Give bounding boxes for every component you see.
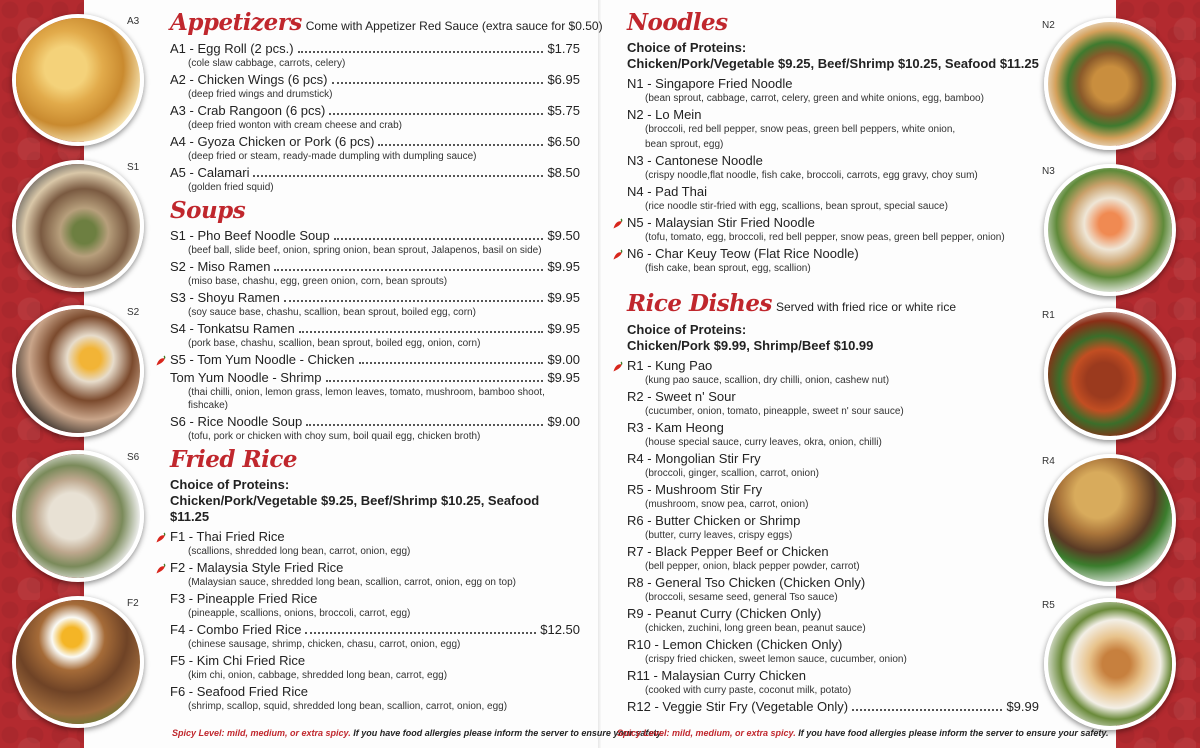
menu-item-name: F3 - Pineapple Fried Rice bbox=[170, 591, 318, 606]
menu-item-description: (chinese sausage, shrimp, chicken, chasu, carrot, onion, egg) bbox=[188, 639, 461, 650]
menu-item-name: N4 - Pad Thai bbox=[627, 184, 707, 199]
menu-item-description: (cooked with curry paste, coconut milk, potato) bbox=[645, 685, 852, 696]
menu-item-line bbox=[627, 420, 1039, 436]
menu-item bbox=[170, 352, 580, 368]
appetizers-title: Appetizers bbox=[170, 9, 302, 36]
menu-item-description: (cole slaw cabbage, carrots, celery) bbox=[188, 58, 346, 69]
menu-item-name: R4 - Mongolian Stir Fry bbox=[627, 451, 761, 466]
leader-dots bbox=[298, 51, 544, 53]
menu-item-name: R9 - Peanut Curry (Chicken Only) bbox=[627, 606, 822, 621]
menu-item bbox=[627, 107, 1039, 151]
menu-item-line bbox=[170, 653, 580, 669]
leader-dots bbox=[852, 709, 1002, 711]
leader-dots bbox=[274, 269, 543, 271]
menu-item bbox=[627, 389, 1039, 418]
footer-right bbox=[617, 728, 1109, 738]
menu-item-name: R11 - Malaysian Curry Chicken bbox=[627, 668, 806, 683]
menu-item-line bbox=[627, 513, 1039, 529]
menu-item-description: (pork base, chashu, scallion, bean sprout, boiled egg, onion, corn) bbox=[188, 338, 481, 349]
menu-item-description: (scallions, shredded long bean, carrot, onion, egg) bbox=[188, 546, 411, 557]
menu-item bbox=[627, 184, 1039, 213]
menu-item-line bbox=[170, 560, 580, 576]
noodles-choice-prices: Chicken/Pork/Vegetable $9.25, Beef/Shrimp $10.25, Seafood $11.25 bbox=[627, 56, 1039, 71]
menu-item-line bbox=[627, 246, 1039, 262]
chili-icon bbox=[612, 360, 624, 372]
photo-mushroom-stir-fry bbox=[1044, 598, 1176, 730]
menu-item-line bbox=[627, 184, 1039, 200]
leader-dots bbox=[305, 632, 536, 634]
menu-item-name: N6 - Char Keuy Teow (Flat Rice Noodle) bbox=[627, 246, 859, 261]
menu-item-description: (thai chilli, onion, lemon grass, lemon leaves, tomato, mushroom, bamboo shoot, fishcake) bbox=[188, 387, 545, 411]
menu-item-description: (kim chi, onion, cabbage, shredded long bean, carrot, egg) bbox=[188, 670, 448, 681]
menu-item-price: $6.50 bbox=[547, 134, 580, 149]
menu-item-line bbox=[170, 684, 580, 700]
menu-item-name: R1 - Kung Pao bbox=[627, 358, 713, 373]
menu-item-line bbox=[627, 215, 1039, 231]
appetizers-section bbox=[170, 8, 603, 194]
menu-item-name: F4 - Combo Fried Rice bbox=[170, 622, 302, 637]
menu-item-description: (crispy noodle,flat noodle, fish cake, broccoli, carrots, egg gravy, choy sum) bbox=[645, 170, 978, 181]
leader-dots bbox=[332, 82, 544, 84]
menu-item bbox=[170, 72, 580, 101]
footer-allergy-note: If you have food allergies please inform the server to ensure your safety. bbox=[798, 728, 1109, 738]
menu-item bbox=[627, 513, 1039, 542]
menu-item-name: F6 - Seafood Fried Rice bbox=[170, 684, 309, 699]
appetizers-items bbox=[170, 41, 580, 194]
photo-tag-r4: R4 bbox=[1042, 456, 1055, 467]
menu-item-description: (tofu, pork or chicken with choy sum, boil quail egg, chicken broth) bbox=[188, 431, 481, 442]
menu-item-name: R7 - Black Pepper Beef or Chicken bbox=[627, 544, 829, 559]
leader-dots bbox=[306, 424, 543, 426]
menu-item-name: N5 - Malaysian Stir Fried Noodle bbox=[627, 215, 815, 230]
photo-miso-ramen bbox=[12, 305, 144, 437]
menu-item-line bbox=[627, 482, 1039, 498]
noodles-section bbox=[627, 8, 1039, 275]
photo-rice-noodle-soup bbox=[12, 450, 144, 582]
menu-item-description: (deep fried or steam, ready-made dumpling with dumpling sauce) bbox=[188, 151, 477, 162]
menu-item-name: R3 - Kam Heong bbox=[627, 420, 724, 435]
menu-item-line bbox=[170, 103, 580, 119]
menu-item bbox=[627, 246, 1039, 275]
menu-item-line bbox=[170, 529, 580, 545]
footer-allergy-note: If you have food allergies please inform the server to ensure your safety. bbox=[353, 728, 664, 738]
rice-dishes-items bbox=[627, 358, 1039, 715]
photo-cantonese-noodle bbox=[1044, 164, 1176, 296]
photo-tag-r5: R5 bbox=[1042, 600, 1055, 611]
photo-malaysia-fried-rice bbox=[12, 596, 144, 728]
menu-item bbox=[170, 370, 580, 412]
menu-item-description: (mushroom, snow pea, carrot, onion) bbox=[645, 499, 809, 510]
menu-item-description: (miso base, chashu, egg, green onion, corn, bean sprouts) bbox=[188, 276, 448, 287]
soups-section bbox=[170, 196, 580, 443]
footer-spicy-level: Spicy Level: mild, medium, or extra spicy. bbox=[172, 728, 351, 738]
footer-spicy-level: Spicy Level: mild, medium, or extra spicy. bbox=[617, 728, 796, 738]
photo-pho bbox=[12, 160, 144, 292]
menu-item-name: F2 - Malaysia Style Fried Rice bbox=[170, 560, 344, 575]
leader-dots bbox=[253, 175, 543, 177]
menu-item-name: N3 - Cantonese Noodle bbox=[627, 153, 763, 168]
rice-dishes-section bbox=[627, 289, 1039, 715]
chili-icon bbox=[155, 354, 167, 366]
leader-dots bbox=[284, 300, 544, 302]
menu-item-description: (house special sauce, curry leaves, okra, onion, chilli) bbox=[645, 437, 882, 448]
menu-item-line bbox=[627, 153, 1039, 169]
menu-item-price: $9.95 bbox=[547, 290, 580, 305]
menu-item-name: Tom Yum Noodle - Shrimp bbox=[170, 370, 322, 385]
menu-item-line bbox=[170, 165, 580, 181]
menu-item-line bbox=[170, 228, 580, 244]
menu-item-line bbox=[627, 606, 1039, 622]
menu-item-line bbox=[627, 544, 1039, 560]
menu-item-price: $1.75 bbox=[547, 41, 580, 56]
chili-icon bbox=[155, 562, 167, 574]
menu-item-description: (golden fried squid) bbox=[188, 182, 274, 193]
menu-item-price: $6.95 bbox=[547, 72, 580, 87]
menu-item-line bbox=[627, 668, 1039, 684]
menu-item-line bbox=[170, 290, 580, 306]
menu-item-description: (butter, curry leaves, crispy eggs) bbox=[645, 530, 793, 541]
menu-item-price: $5.75 bbox=[547, 103, 580, 118]
menu-item-line bbox=[170, 259, 580, 275]
menu-item bbox=[170, 41, 580, 70]
menu-item-description: bean sprout, egg) bbox=[645, 139, 724, 150]
rice-dishes-choice-label: Choice of Proteins: bbox=[627, 322, 747, 337]
menu-item-line bbox=[170, 321, 580, 337]
menu-item-line bbox=[170, 622, 580, 638]
fried-rice-choice-prices: Chicken/Pork/Vegetable $9.25, Beef/Shrimp $10.25, Seafood $11.25 bbox=[170, 493, 540, 524]
noodles-items bbox=[627, 76, 1039, 275]
menu-item-description: (broccoli, ginger, scallion, carrot, onion) bbox=[645, 468, 819, 479]
menu-item bbox=[170, 560, 580, 589]
menu-item-line bbox=[170, 72, 580, 88]
menu-item bbox=[627, 358, 1039, 387]
menu-item-price: $8.50 bbox=[547, 165, 580, 180]
menu-item bbox=[627, 420, 1039, 449]
photo-crab-rangoon bbox=[12, 14, 144, 146]
menu-item-name: F5 - Kim Chi Fried Rice bbox=[170, 653, 306, 668]
menu-item-name: A1 - Egg Roll (2 pcs.) bbox=[170, 41, 294, 56]
menu-item-name: R2 - Sweet n' Sour bbox=[627, 389, 736, 404]
menu-item bbox=[627, 482, 1039, 511]
menu-item bbox=[170, 321, 580, 350]
menu-item-description: (fish cake, bean sprout, egg, scallion) bbox=[645, 263, 811, 274]
menu-item-name: R12 - Veggie Stir Fry (Vegetable Only) bbox=[627, 699, 849, 714]
leader-dots bbox=[299, 331, 544, 333]
menu-item bbox=[170, 653, 580, 682]
photo-tag-s6: S6 bbox=[127, 452, 140, 463]
menu-item-line bbox=[627, 107, 1039, 123]
chili-icon bbox=[155, 531, 167, 543]
leader-dots bbox=[359, 362, 544, 364]
menu-item-price: $9.95 bbox=[547, 259, 580, 274]
menu-item-name: R8 - General Tso Chicken (Chicken Only) bbox=[627, 575, 866, 590]
menu-item-name: A2 - Chicken Wings (6 pcs) bbox=[170, 72, 328, 87]
photo-tag-n2: N2 bbox=[1042, 20, 1055, 31]
menu-item bbox=[170, 228, 580, 257]
photo-tag-s1: S1 bbox=[127, 162, 140, 173]
menu-item-line bbox=[627, 389, 1039, 405]
menu-item-name: R10 - Lemon Chicken (Chicken Only) bbox=[627, 637, 843, 652]
menu-item-price: $9.00 bbox=[547, 414, 580, 429]
menu-item-description: (deep fried wonton with cream cheese and crab) bbox=[188, 120, 403, 131]
menu-item bbox=[170, 414, 580, 443]
rice-dishes-note: Served with fried rice or white rice bbox=[775, 300, 957, 314]
leader-dots bbox=[334, 238, 544, 240]
photo-lo-mein bbox=[1044, 18, 1176, 150]
photo-tag-n3: N3 bbox=[1042, 166, 1055, 177]
menu-item bbox=[170, 103, 580, 132]
menu-item-line bbox=[170, 414, 580, 430]
menu-item bbox=[627, 153, 1039, 182]
fried-rice-choice-label: Choice of Proteins: bbox=[170, 477, 290, 492]
menu-item-description: (broccoli, sesame seed, general Tso sauce) bbox=[645, 592, 838, 603]
menu-item-name: A5 - Calamari bbox=[170, 165, 250, 180]
noodles-choice-label: Choice of Proteins: bbox=[627, 40, 747, 55]
soups-title: Soups bbox=[170, 197, 246, 224]
menu-item-line bbox=[627, 575, 1039, 591]
photo-tag-a3: A3 bbox=[127, 16, 140, 27]
menu-item-line bbox=[627, 699, 1039, 715]
menu-item-description: (kung pao sauce, scallion, dry chilli, onion, cashew nut) bbox=[645, 375, 890, 386]
menu-item-name: S3 - Shoyu Ramen bbox=[170, 290, 280, 305]
menu-item bbox=[627, 637, 1039, 666]
photo-tag-s2: S2 bbox=[127, 307, 140, 318]
menu-item-description: (deep fried wings and drumstick) bbox=[188, 89, 333, 100]
noodles-title: Noodles bbox=[627, 9, 728, 36]
appetizers-note: Come with Appetizer Red Sauce (extra sauce for $0.50) bbox=[305, 19, 603, 33]
menu-item-description: (pineapple, scallions, onions, broccoli, carrot, egg) bbox=[188, 608, 411, 619]
menu-item-line bbox=[627, 76, 1039, 92]
fried-rice-title: Fried Rice bbox=[170, 446, 297, 473]
menu-item-line bbox=[627, 451, 1039, 467]
menu-item-price: $9.50 bbox=[547, 228, 580, 243]
menu-item-name: R6 - Butter Chicken or Shrimp bbox=[627, 513, 801, 528]
footer-left bbox=[172, 728, 664, 738]
menu-item-price: $9.95 bbox=[547, 321, 580, 336]
photo-mongolian-stir-fry bbox=[1044, 454, 1176, 586]
menu-item bbox=[627, 215, 1039, 244]
menu-item-description: (crispy fried chicken, sweet lemon sauce, cucumber, onion) bbox=[645, 654, 907, 665]
menu-item bbox=[627, 668, 1039, 697]
menu-item-description: (rice noodle stir-fried with egg, scallions, bean sprout, special sauce) bbox=[645, 201, 948, 212]
menu-item bbox=[627, 451, 1039, 480]
rice-dishes-title: Rice Dishes bbox=[627, 290, 772, 317]
menu-item bbox=[170, 591, 580, 620]
menu-item bbox=[170, 684, 580, 713]
leader-dots bbox=[329, 113, 543, 115]
page-fold bbox=[598, 0, 601, 748]
menu-item-line bbox=[170, 591, 580, 607]
menu-item-description: (shrimp, scallop, squid, shredded long bean, scallion, carrot, onion, egg) bbox=[188, 701, 508, 712]
menu-item-description: (Malaysian sauce, shredded long bean, scallion, carrot, onion, egg on top) bbox=[188, 577, 516, 588]
menu-item-description: (chicken, zuchini, long green bean, peanut sauce) bbox=[645, 623, 866, 634]
menu-item-name: S1 - Pho Beef Noodle Soup bbox=[170, 228, 330, 243]
menu-item bbox=[170, 290, 580, 319]
menu-item-price: $9.99 bbox=[1006, 699, 1039, 714]
fried-rice-items bbox=[170, 529, 580, 713]
menu-item bbox=[627, 699, 1039, 715]
menu-item-name: S5 - Tom Yum Noodle - Chicken bbox=[170, 352, 355, 367]
menu-item-line bbox=[170, 134, 580, 150]
soups-items bbox=[170, 228, 580, 443]
menu-item-name: S4 - Tonkatsu Ramen bbox=[170, 321, 295, 336]
menu-item bbox=[627, 606, 1039, 635]
menu-item bbox=[170, 259, 580, 288]
left-column bbox=[170, 8, 603, 715]
menu-item-name: F1 - Thai Fried Rice bbox=[170, 529, 285, 544]
menu-item-name: S6 - Rice Noodle Soup bbox=[170, 414, 303, 429]
menu-item bbox=[627, 575, 1039, 604]
chili-icon bbox=[612, 217, 624, 229]
menu-item-description: (broccoli, red bell pepper, snow peas, green bell peppers, white onion, bbox=[645, 124, 956, 135]
menu-item-line bbox=[170, 41, 580, 57]
menu-item-description: (cucumber, onion, tomato, pineapple, sweet n' sour sauce) bbox=[645, 406, 904, 417]
right-column bbox=[627, 8, 1039, 717]
photo-tag-f2: F2 bbox=[127, 598, 139, 609]
menu-item-price: $9.00 bbox=[547, 352, 580, 367]
menu-item bbox=[170, 165, 580, 194]
menu-item-name: N1 - Singapore Fried Noodle bbox=[627, 76, 793, 91]
menu-item bbox=[170, 622, 580, 651]
menu-item-description: (tofu, tomato, egg, broccoli, red bell pepper, snow peas, green bell pepper, onion) bbox=[645, 232, 1005, 243]
menu-item bbox=[627, 544, 1039, 573]
menu-item-name: N2 - Lo Mein bbox=[627, 107, 702, 122]
photo-kung-pao bbox=[1044, 308, 1176, 440]
menu-item bbox=[170, 529, 580, 558]
menu-item-description: (bell pepper, onion, black pepper powder, carrot) bbox=[645, 561, 860, 572]
menu-item-name: S2 - Miso Ramen bbox=[170, 259, 271, 274]
menu-item-line bbox=[627, 637, 1039, 653]
leader-dots bbox=[378, 144, 543, 146]
menu-item-name: R5 - Mushroom Stir Fry bbox=[627, 482, 763, 497]
menu-item bbox=[627, 76, 1039, 105]
menu-item-price: $12.50 bbox=[540, 622, 580, 637]
leader-dots bbox=[326, 380, 544, 382]
menu-item-line bbox=[170, 352, 580, 368]
menu-item-line bbox=[170, 370, 580, 386]
photo-tag-r1: R1 bbox=[1042, 310, 1055, 321]
menu-item-name: A3 - Crab Rangoon (6 pcs) bbox=[170, 103, 326, 118]
menu-item bbox=[170, 134, 580, 163]
menu-item-price: $9.95 bbox=[547, 370, 580, 385]
chili-icon bbox=[612, 248, 624, 260]
menu-item-description: (soy sauce base, chashu, scallion, bean sprout, boiled egg, corn) bbox=[188, 307, 476, 318]
menu-item-description: (beef ball, slide beef, onion, spring onion, bean sprout, Jalapenos, basil on side) bbox=[188, 245, 542, 256]
menu-item-description: (bean sprout, cabbage, carrot, celery, green and white onions, egg, bamboo) bbox=[645, 93, 984, 104]
menu-item-name: A4 - Gyoza Chicken or Pork (6 pcs) bbox=[170, 134, 375, 149]
rice-dishes-choice-prices: Chicken/Pork $9.99, Shrimp/Beef $10.99 bbox=[627, 338, 874, 353]
menu-item-line bbox=[627, 358, 1039, 374]
fried-rice-section bbox=[170, 445, 580, 713]
